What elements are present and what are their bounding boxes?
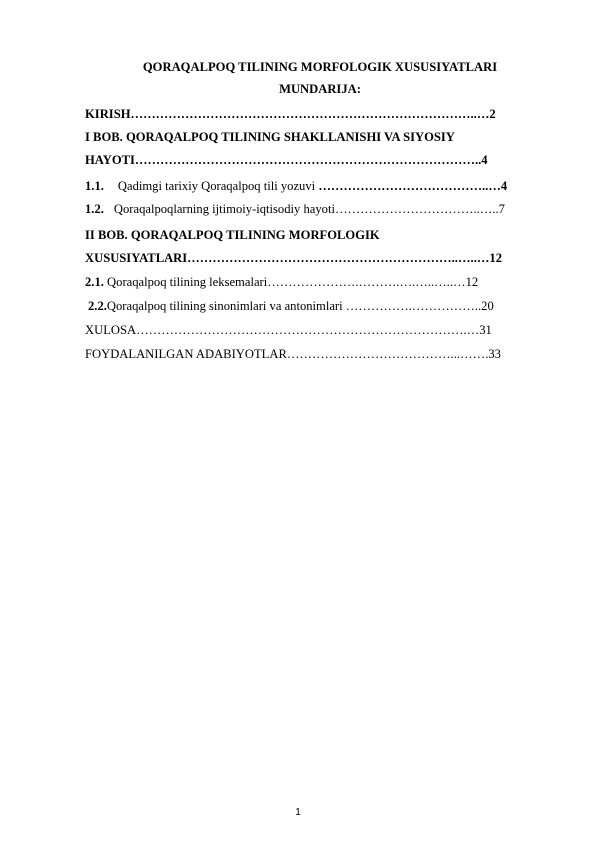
toc-entry-section-2-1: [85, 274, 555, 290]
section-title: Qoraqalpoqlarning ijtimoiy-iqtisodiy hayoti……………………………..…..7: [113, 202, 505, 216]
section-number: 1.1.: [85, 179, 104, 193]
section-title: Qadimgi tarixiy Qoraqalpoq tili yozuvi: [117, 179, 316, 193]
section-number: 2.2.: [88, 299, 107, 313]
document-title: QORAQALPOQ TILINING MORFOLOGIK XUSUSIYATLARI: [142, 60, 498, 74]
toc-entry-chapter-1-page: HAYOTI………………………………………………………………………..4: [85, 153, 488, 167]
section-title: Qoraqalpoq tilining sinonimlari va antonimlari …………….……………..20: [106, 299, 494, 313]
section-leader: …………………………………..…4: [318, 179, 508, 193]
toc-entry-section-1-2: [85, 201, 555, 217]
toc-entry-chapter-1-title: I BOB. QORAQALPOQ TILINING SHAKLLANISHI VA SIYOSIY: [85, 130, 455, 144]
toc-entry-kirish: KIRISH………………………………………………………………………..…2: [85, 107, 496, 121]
section-title: Qoraqalpoq tilining leksemalari………………….……….….…..…..…12: [107, 275, 479, 289]
toc-entry-chapter-2-page: XUSUSIYATLARI………………………………………………………..…..…12: [85, 251, 503, 265]
toc-entry-section-2-2: [85, 298, 555, 314]
toc-entry-xulosa: XULOSA…………………………………………………………………….…31: [85, 323, 492, 337]
toc-entry-section-1-1: [85, 178, 555, 194]
toc-entry-references: FOYDALANILGAN ADABIYOTLAR…………………………………...…….33: [85, 347, 501, 361]
toc-heading: MUNDARIJA:: [279, 82, 361, 96]
section-number: 2.1.: [85, 275, 104, 289]
page-number: 1: [295, 807, 301, 818]
toc-entry-chapter-2-title: II BOB. QORAQALPOQ TILINING MORFOLOGIK: [85, 228, 380, 242]
section-number: 1.2.: [85, 202, 104, 216]
